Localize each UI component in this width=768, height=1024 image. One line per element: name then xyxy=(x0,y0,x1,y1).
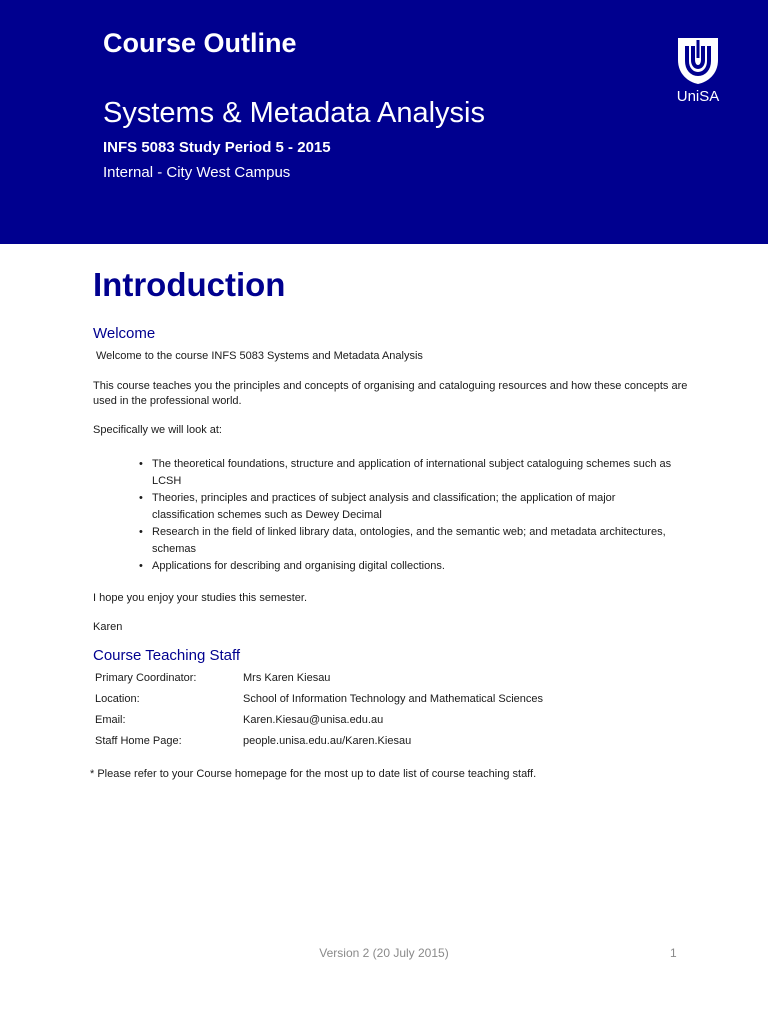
specifically-text: Specifically we will look at: xyxy=(93,424,222,436)
unisa-shield-icon xyxy=(668,36,728,86)
course-title: Systems & Metadata Analysis xyxy=(103,97,485,129)
unisa-logo xyxy=(668,36,728,108)
logo-wordmark: UniSA xyxy=(676,88,720,105)
closing-text: I hope you enjoy your studies this semester. xyxy=(93,592,308,604)
staff-homepage-link[interactable]: people.unisa.edu.au/Karen.Kiesau xyxy=(243,735,412,747)
staff-label: Staff Home Page: xyxy=(95,735,182,747)
delivery-mode: Internal - City West Campus xyxy=(103,164,291,181)
staff-label: Primary Coordinator: xyxy=(95,672,197,684)
signoff: Karen xyxy=(93,621,123,633)
list-item: • Research in the field of linked library data, ontologies, and the semantic web; and metadata architectures, schemas xyxy=(139,524,679,558)
staff-value: Mrs Karen Kiesau xyxy=(243,672,331,684)
staff-note: * Please refer to your Course homepage for the most up to date list of course teaching staff. xyxy=(90,768,537,780)
welcome-heading: Welcome xyxy=(93,325,156,342)
course-code: INFS 5083 Study Period 5 - 2015 xyxy=(103,139,331,156)
staff-label: Location: xyxy=(95,693,140,705)
teaching-staff-heading: Course Teaching Staff xyxy=(93,647,241,664)
list-item: • Applications for describing and organising digital collections. xyxy=(139,558,679,575)
version-footer: Version 2 (20 July 2015) xyxy=(319,946,449,960)
topics-list xyxy=(139,456,679,575)
page-number: 1 xyxy=(670,946,677,960)
list-item: • Theories, principles and practices of subject analysis and classification; the application of major classification schemes such as Dewey Decimal xyxy=(139,490,679,524)
welcome-text: Welcome to the course INFS 5083 Systems and Metadata Analysis xyxy=(96,350,423,362)
course-description: This course teaches you the principles and concepts of organising and cataloguing resources and how these concepts are used in the professional world. xyxy=(93,380,688,407)
list-item: • The theoretical foundations, structure and application of international subject cataloguing schemes such as LCSH xyxy=(139,456,679,490)
course-outline-label: Course Outline xyxy=(103,28,297,58)
introduction-heading: Introduction xyxy=(93,266,286,303)
staff-label: Email: xyxy=(95,714,126,726)
staff-email-link[interactable]: Karen.Kiesau@unisa.edu.au xyxy=(243,714,384,726)
header-banner xyxy=(0,0,768,244)
staff-value: School of Information Technology and Mathematical Sciences xyxy=(243,693,544,705)
